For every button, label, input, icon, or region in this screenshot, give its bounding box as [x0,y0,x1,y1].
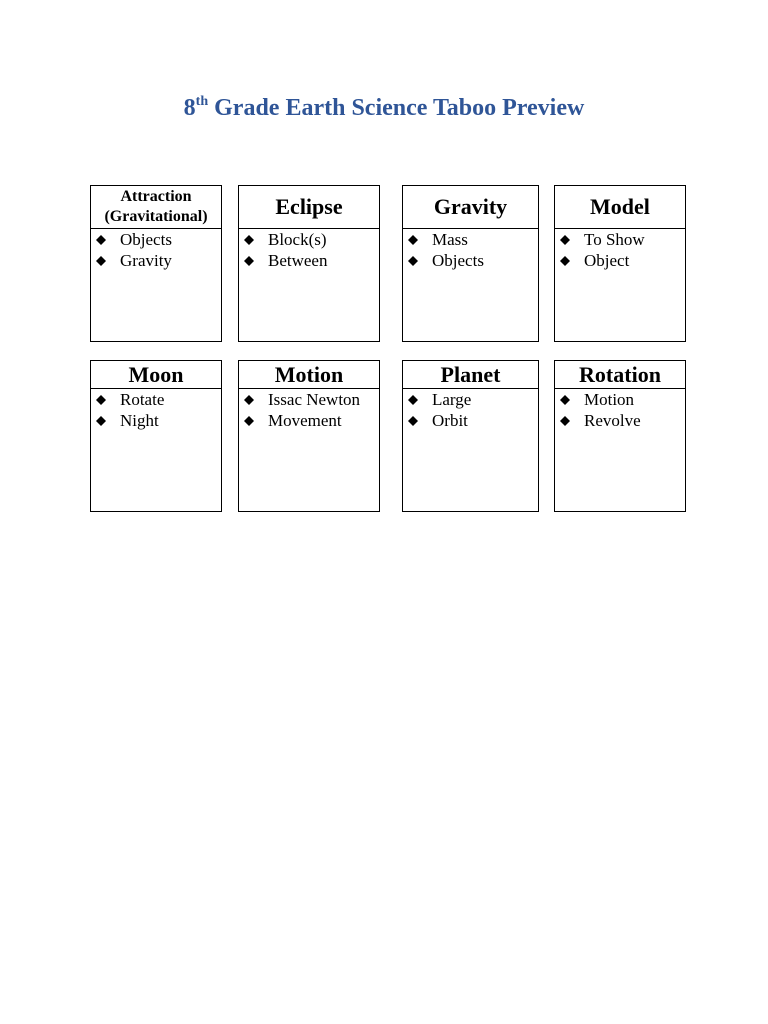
forbidden-word-list [555,229,685,271]
forbidden-word-text: Large [432,390,472,409]
forbidden-word-text: Orbit [432,411,468,430]
forbidden-word-text: Gravity [120,251,172,270]
forbidden-word [403,389,538,410]
diamond-bullet-icon [244,235,254,245]
card-word: Planet [403,361,538,389]
card-word [91,186,221,229]
card-word-line1: Attraction [120,188,192,205]
diamond-bullet-icon [408,256,418,266]
diamond-bullet-icon [408,416,418,426]
forbidden-word-list [91,389,221,431]
forbidden-word-text: Object [584,251,630,270]
forbidden-word [239,250,379,271]
forbidden-word [91,410,221,431]
diamond-bullet-icon [560,235,570,245]
forbidden-word [403,229,538,250]
card-word: Moon [91,361,221,389]
forbidden-word-text: To Show [584,230,645,249]
diamond-bullet-icon [244,256,254,266]
diamond-bullet-icon [96,235,106,245]
forbidden-word-text: Between [268,251,328,270]
taboo-card-gravity [402,185,539,342]
diamond-bullet-icon [96,256,106,266]
diamond-bullet-icon [408,395,418,405]
taboo-card-rotation [554,360,686,512]
diamond-bullet-icon [244,395,254,405]
taboo-card-moon [90,360,222,512]
diamond-bullet-icon [560,256,570,266]
forbidden-word [555,389,685,410]
forbidden-word [403,250,538,271]
diamond-bullet-icon [560,416,570,426]
forbidden-word-list [555,389,685,431]
forbidden-word [555,250,685,271]
forbidden-word [239,389,379,410]
card-word: Motion [239,361,379,389]
taboo-card-motion [238,360,380,512]
card-word: Gravity [403,186,538,229]
title-text: Grade Earth Science Taboo Preview [208,95,585,121]
forbidden-word [555,229,685,250]
forbidden-word [555,410,685,431]
diamond-bullet-icon [244,416,254,426]
forbidden-word-text: Block(s) [268,230,327,249]
card-word: Eclipse [239,186,379,229]
page-title [0,92,768,124]
forbidden-word-text: Revolve [584,411,641,430]
forbidden-word [91,250,221,271]
forbidden-word [91,389,221,410]
title-number: 8 [183,95,196,121]
forbidden-word-list [91,229,221,271]
forbidden-word-text: Movement [268,411,342,430]
taboo-card-model [554,185,686,342]
forbidden-word [403,410,538,431]
forbidden-word-list [239,389,379,431]
card-word: Model [555,186,685,229]
forbidden-word-list [403,389,538,431]
diamond-bullet-icon [408,235,418,245]
forbidden-word-text: Mass [432,230,468,249]
forbidden-word [91,229,221,250]
forbidden-word-text: Rotate [120,390,165,409]
forbidden-word-text: Night [120,411,159,430]
card-word: Rotation [555,361,685,389]
taboo-card-planet [402,360,539,512]
forbidden-word-text: Motion [584,390,635,409]
forbidden-word [239,410,379,431]
taboo-card-eclipse [238,185,380,342]
diamond-bullet-icon [96,395,106,405]
forbidden-word-text: Issac Newton [268,390,361,409]
forbidden-word-text: Objects [432,251,484,270]
forbidden-word-text: Objects [120,230,172,249]
taboo-card-attraction [90,185,222,342]
forbidden-word [239,229,379,250]
title-ordinal-suffix: th [195,94,209,109]
forbidden-word-list [403,229,538,271]
diamond-bullet-icon [560,395,570,405]
diamond-bullet-icon [96,416,106,426]
card-word-line2: (Gravitational) [104,208,208,225]
forbidden-word-list [239,229,379,271]
